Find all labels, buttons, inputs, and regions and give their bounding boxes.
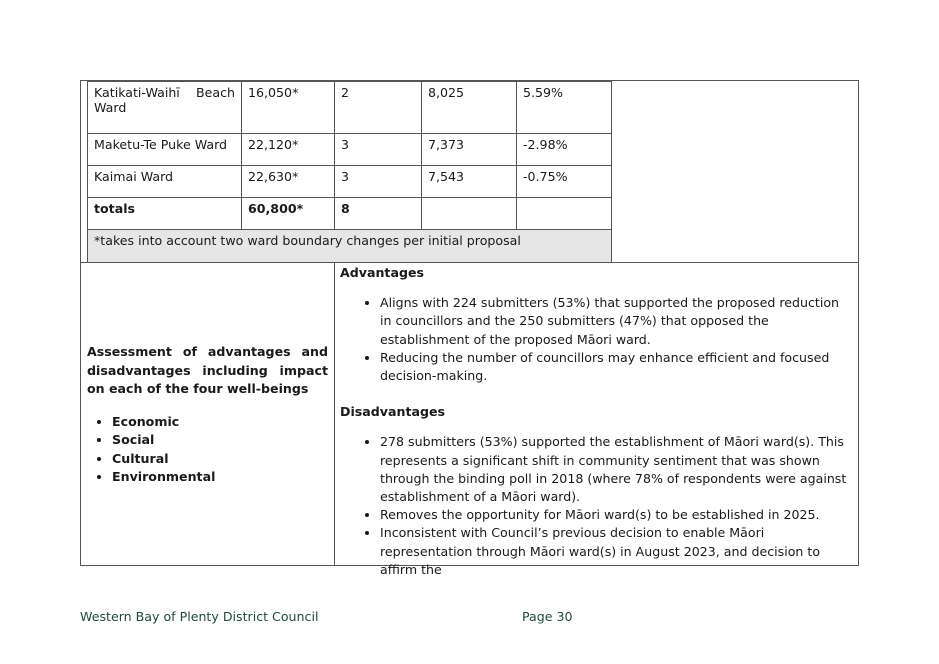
population-cell: 22,120* — [242, 134, 335, 166]
totals-label: totals — [88, 198, 242, 230]
spacer — [340, 385, 852, 403]
table-row — [88, 134, 612, 166]
column-divider — [334, 262, 335, 566]
page-number: Page 30 — [522, 609, 573, 624]
table-row — [88, 82, 612, 134]
list-item: • 278 submitters (53%) supported the establishment of Māori ward(s). This represents a significant shift in community sentiment that was shown through the binding poll in 2018 (where 78% of respondents were against establishment of a Māori ward). — [380, 433, 852, 506]
disadvantages-list — [340, 433, 852, 579]
advantages-heading: Advantages — [340, 265, 425, 280]
ward-name-cell: Maketu-Te Puke Ward — [88, 134, 242, 166]
empty-cell — [517, 198, 612, 230]
ward-representation-table — [87, 81, 612, 263]
councillors-cell: 3 — [335, 134, 422, 166]
variance-cell: -2.98% — [517, 134, 612, 166]
table-footnote: *takes into account two ward boundary changes per initial proposal — [88, 230, 612, 263]
totals-population: 60,800* — [242, 198, 335, 230]
ratio-cell: 7,543 — [422, 166, 517, 198]
totals-row — [88, 198, 612, 230]
list-item: • Inconsistent with Council’s previous decision to enable Māori representation through Māori ward(s) in August 2023, and decision to affirm the — [380, 524, 852, 579]
advantages-list — [340, 294, 852, 385]
empty-cell — [422, 198, 517, 230]
totals-councillors: 8 — [335, 198, 422, 230]
list-item: • Cultural — [112, 450, 328, 469]
wellbeings-list — [87, 413, 328, 487]
list-item: • Aligns with 224 submitters (53%) that supported the proposed reduction in councillors and the 250 submitters (47%) that opposed the establishment of the proposed Māori ward. — [380, 294, 852, 349]
footer-organisation: Western Bay of Plenty District Council — [80, 609, 319, 624]
variance-cell: -0.75% — [517, 166, 612, 198]
assessment-heading: Assessment of advantages and disadvantages including impact on each of the four well-beings — [87, 344, 328, 396]
councillors-cell: 3 — [335, 166, 422, 198]
table-row — [88, 166, 612, 198]
assessment-cell — [87, 343, 328, 487]
ratio-cell: 8,025 — [422, 82, 517, 134]
list-item: • Economic — [112, 413, 328, 432]
variance-cell: 5.59% — [517, 82, 612, 134]
list-item: • Removes the opportunity for Māori ward(s) to be established in 2025. — [380, 506, 852, 524]
ward-name-cell: Katikati-Waihī Beach Ward — [88, 82, 242, 134]
population-cell: 16,050* — [242, 82, 335, 134]
analysis-cell — [340, 264, 852, 579]
disadvantages-heading: Disadvantages — [340, 404, 446, 420]
list-item: • Environmental — [112, 468, 328, 487]
row-divider — [81, 262, 858, 263]
note-row — [88, 230, 612, 263]
list-item: • Social — [112, 431, 328, 450]
options-table — [80, 80, 859, 577]
ward-name-cell: Kaimai Ward — [88, 166, 242, 198]
ratio-cell: 7,373 — [422, 134, 517, 166]
list-item: • Reducing the number of councillors may enhance efficient and focused decision-making. — [380, 349, 852, 385]
councillors-cell: 2 — [335, 82, 422, 134]
population-cell: 22,630* — [242, 166, 335, 198]
